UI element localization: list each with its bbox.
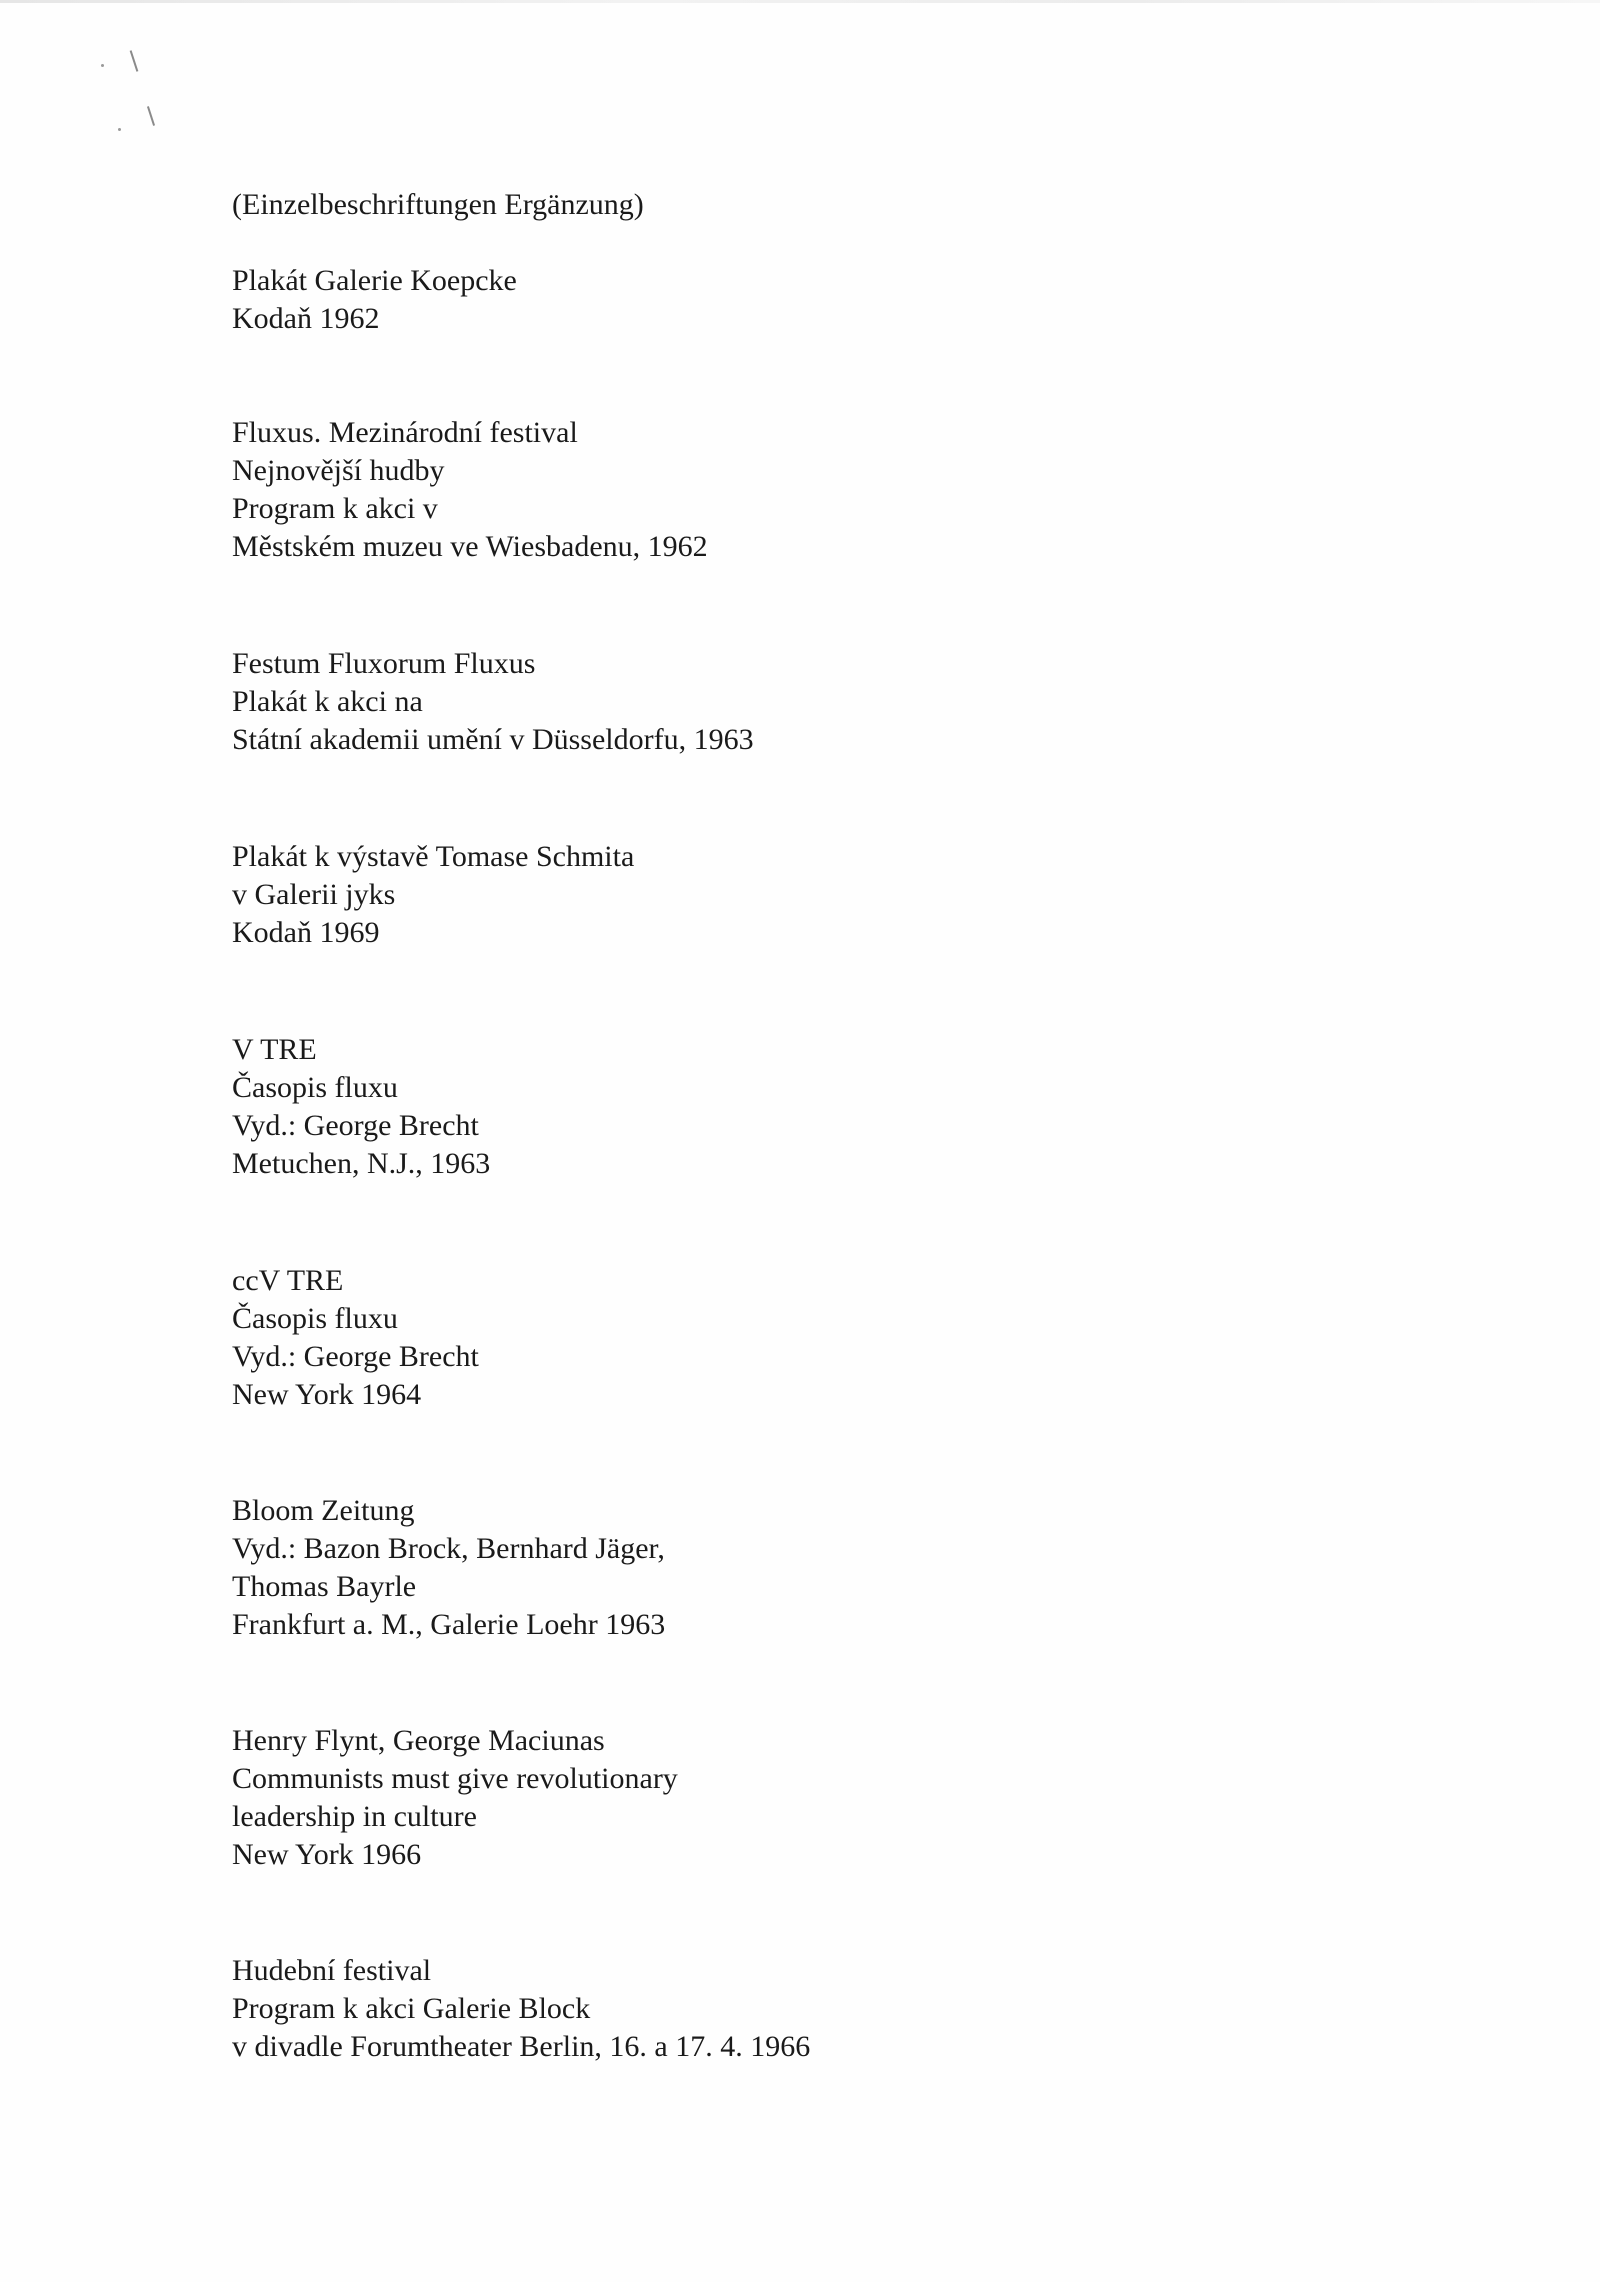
list-item	[232, 1722, 1432, 1874]
entry-line: Kodaň 1962	[232, 302, 380, 335]
list-item	[232, 1952, 1432, 2066]
entry-line: Festum Fluxorum Fluxus	[232, 647, 536, 680]
list-item	[232, 1031, 1432, 1183]
entry-line: Program k akci v	[232, 492, 438, 525]
entry-line: Časopis fluxu	[232, 1302, 398, 1335]
document-heading: (Einzelbeschriftungen Ergänzung)	[232, 188, 644, 221]
entry-line: Metuchen, N.J., 1963	[232, 1147, 491, 1180]
scan-mark	[147, 106, 155, 126]
entry-line: Státní akademii umění v Düsseldorfu, 1963	[232, 723, 754, 756]
entry-line: Vyd.: Bazon Brock, Bernhard Jäger,	[232, 1532, 665, 1565]
entry-line: Vyd.: George Brecht	[232, 1109, 479, 1142]
list-item	[232, 414, 1432, 566]
entry-line: Vyd.: George Brecht	[232, 1340, 479, 1373]
entry-line: Městském muzeu ve Wiesbadenu, 1962	[232, 530, 708, 563]
entry-line: New York 1966	[232, 1838, 422, 1871]
entry-line: Hudební festival	[232, 1954, 432, 1987]
document-body	[232, 186, 1432, 2066]
list-item	[232, 262, 1432, 338]
entry-line: V TRE	[232, 1033, 317, 1066]
scan-top-edge	[0, 0, 1600, 3]
entry-line: Plakát k výstavě Tomase Schmita	[232, 840, 635, 873]
scan-dot	[118, 128, 121, 131]
entry-line: Program k akci Galerie Block	[232, 1992, 591, 2025]
list-item	[232, 645, 1432, 759]
entry-line: Plakát k akci na	[232, 685, 423, 718]
entry-line: Fluxus. Mezinárodní festival	[232, 416, 578, 449]
entry-line: ccV TRE	[232, 1264, 344, 1297]
scan-mark	[130, 50, 139, 72]
entry-line: New York 1964	[232, 1378, 422, 1411]
list-item	[232, 838, 1432, 952]
entry-line: v Galerii jyks	[232, 878, 396, 911]
list-item	[232, 1262, 1432, 1414]
entry-line: Communists must give revolutionary	[232, 1762, 678, 1795]
entry-line: Bloom Zeitung	[232, 1494, 415, 1527]
entry-line: Thomas Bayrle	[232, 1570, 417, 1603]
entry-line: Plakát Galerie Koepcke	[232, 264, 517, 297]
scan-dot	[101, 64, 104, 67]
list-item	[232, 1492, 1432, 1644]
entry-line: Frankfurt a. M., Galerie Loehr 1963	[232, 1608, 666, 1641]
entry-line: Časopis fluxu	[232, 1071, 398, 1104]
entry-line: Henry Flynt, George Maciunas	[232, 1724, 605, 1757]
entry-line: leadership in culture	[232, 1800, 477, 1833]
entry-line: v divadle Forumtheater Berlin, 16. a 17. 4. 1966	[232, 2030, 811, 2063]
entry-line: Kodaň 1969	[232, 916, 380, 949]
entry-line: Nejnovější hudby	[232, 454, 445, 487]
